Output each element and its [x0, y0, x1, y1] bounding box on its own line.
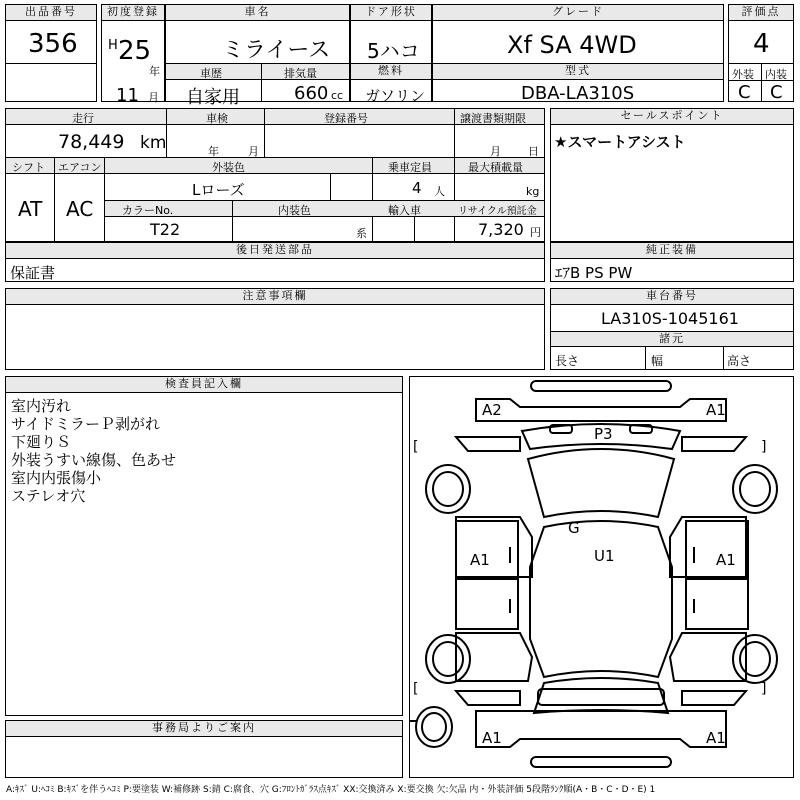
later-parts-label: 後日発送部品	[6, 243, 544, 259]
later-parts-box	[5, 242, 545, 282]
inspection-year: 年	[208, 145, 219, 158]
transfer-month: 月	[490, 145, 501, 158]
inspector-line: サイドミラーＰ剥がれ	[11, 415, 160, 433]
inspection-month: 月	[248, 145, 259, 158]
inspector-notes-box	[5, 376, 403, 716]
displacement-label: 排気量	[284, 67, 317, 80]
load-unit: kg	[526, 185, 540, 198]
lot-number: 356	[28, 29, 78, 59]
bracket-mark: ]	[761, 681, 767, 697]
damage-mark: G	[568, 519, 580, 537]
displacement: 660	[294, 83, 329, 104]
lot-number-label: 出品番号	[6, 5, 96, 21]
car-name-box	[165, 4, 350, 108]
exterior-grade: C	[738, 82, 751, 103]
car-name: ミライース	[222, 38, 331, 63]
chassis-number: LA310S-1045161	[601, 309, 739, 328]
history-label: 車歴	[200, 67, 222, 80]
legend: A:ｷｽﾞ U:ﾍｺﾐ B:ｷｽﾞを伴うﾍｺﾐ P:要塗装 W:補修跡 S:錆 C:腐食、穴 G:ﾌﾛﾝﾄｶﾞﾗｽ点ｷｽﾞ XX:交換済み X:要交換 欠:欠品 内・外装評価 5段階ﾗﾝｸ順(A・B・C・D・E) 1	[6, 785, 656, 795]
vehicle-info-table	[5, 108, 545, 242]
fuel: ガソリン	[365, 87, 426, 105]
chassis-box	[550, 288, 794, 370]
model-code: DBA-LA310S	[521, 83, 635, 104]
history: 自家用	[186, 87, 240, 108]
grade-box	[432, 4, 724, 102]
inspector-label: 検査員記入欄	[6, 377, 402, 393]
reg-no-label: 登録番号	[324, 112, 368, 125]
fuel-label: 燃料	[351, 64, 431, 80]
era: H	[108, 38, 118, 53]
damage-mark: A1	[716, 551, 736, 569]
score: 4	[753, 29, 770, 59]
height-label: 高さ	[727, 354, 752, 368]
import-label: 輸入車	[388, 204, 421, 217]
mileage-unit: km	[140, 133, 167, 153]
grade-label: グレード	[433, 5, 723, 21]
width-label: 幅	[651, 354, 664, 368]
damage-mark: A2	[482, 401, 502, 419]
int-color-unit: 系	[356, 227, 367, 240]
recycle-label: リサイクル預託金	[458, 206, 537, 217]
model-label: 型式	[433, 64, 723, 80]
recycle-fee: 7,320	[478, 220, 524, 239]
exterior-color: Lローズ	[192, 181, 245, 199]
damage-mark: A1	[706, 729, 726, 747]
ac-label: エアコン	[58, 161, 102, 174]
genuine-equipment-box	[550, 242, 794, 282]
lot-number-box	[5, 4, 97, 102]
car-name-label: 車名	[166, 5, 349, 21]
door-box	[350, 4, 432, 105]
score-box	[728, 4, 794, 102]
inspector-line: 室内内張傷小	[11, 469, 102, 487]
bracket-mark: [	[413, 439, 419, 455]
transfer-day: 日	[528, 145, 539, 158]
month-unit: 月	[148, 91, 159, 104]
inspector-line: 下廻りＳ	[11, 433, 72, 451]
inspection-label: 車検	[206, 112, 228, 125]
interior-grade: C	[770, 82, 783, 103]
bracket-mark: [	[413, 681, 419, 697]
capacity-unit: 人	[434, 185, 445, 198]
load-label: 最大積載量	[468, 161, 523, 174]
office-label: 事務局よりご案内	[6, 721, 402, 737]
color-number: T22	[150, 220, 181, 239]
color-no-label: カラーNo.	[122, 204, 174, 217]
mileage: 78,449	[58, 131, 125, 153]
damage-mark: A1	[482, 729, 502, 747]
grade: Xf SA 4WD	[507, 31, 637, 59]
dimensions-label: 諸元	[551, 332, 793, 347]
office-notice-box	[5, 720, 403, 778]
transfer-label: 譲渡書類期限	[460, 112, 526, 125]
chassis-label: 車台番号	[551, 289, 793, 305]
year-unit: 年	[149, 65, 160, 78]
bracket-mark: ]	[761, 439, 767, 455]
inspector-line: 室内汚れ	[11, 397, 72, 415]
sales-point-label: セールスポイント	[551, 109, 793, 125]
capacity-label: 乗車定員	[388, 161, 432, 174]
int-color-label: 内装色	[278, 204, 311, 217]
first-registration-box	[101, 4, 165, 106]
mileage-label: 走行	[72, 112, 94, 125]
shift-label: シフト	[12, 161, 45, 174]
exterior-label: 外装	[732, 68, 754, 81]
ext-color-label: 外装色	[212, 161, 245, 174]
genuine-label: 純正装備	[551, 243, 793, 259]
later-parts-text: 保証書	[10, 264, 56, 282]
inspector-line: ステレオ穴	[11, 487, 86, 505]
door-type: 5ハコ	[367, 39, 420, 63]
displacement-unit: cc	[331, 89, 344, 102]
car-diagram	[409, 376, 794, 778]
inspector-line: 外装うすい線傷、色あせ	[11, 451, 177, 469]
sales-point-box	[550, 108, 794, 242]
interior-label: 内装	[765, 68, 787, 81]
score-label: 評価点	[729, 5, 793, 21]
capacity: 4	[412, 179, 422, 197]
notes-box	[5, 288, 545, 370]
damage-mark: U1	[594, 547, 615, 565]
notes-label: 注意事項欄	[6, 289, 544, 305]
damage-mark: P3	[594, 425, 613, 443]
recycle-unit: 円	[530, 226, 541, 239]
first-reg-label: 初度登録	[102, 5, 164, 21]
damage-mark: A1	[470, 551, 490, 569]
shift: AT	[18, 197, 43, 221]
door-label: ドア形状	[351, 5, 431, 21]
reg-year: 25	[118, 36, 152, 66]
reg-month: 11	[116, 85, 139, 106]
damage-mark: A1	[706, 401, 726, 419]
sales-point-text: ★スマートアシスト	[554, 133, 686, 151]
genuine-text: ｴｱB PS PW	[555, 264, 633, 282]
air-con: AC	[66, 197, 94, 221]
length-label: 長さ	[555, 354, 580, 368]
